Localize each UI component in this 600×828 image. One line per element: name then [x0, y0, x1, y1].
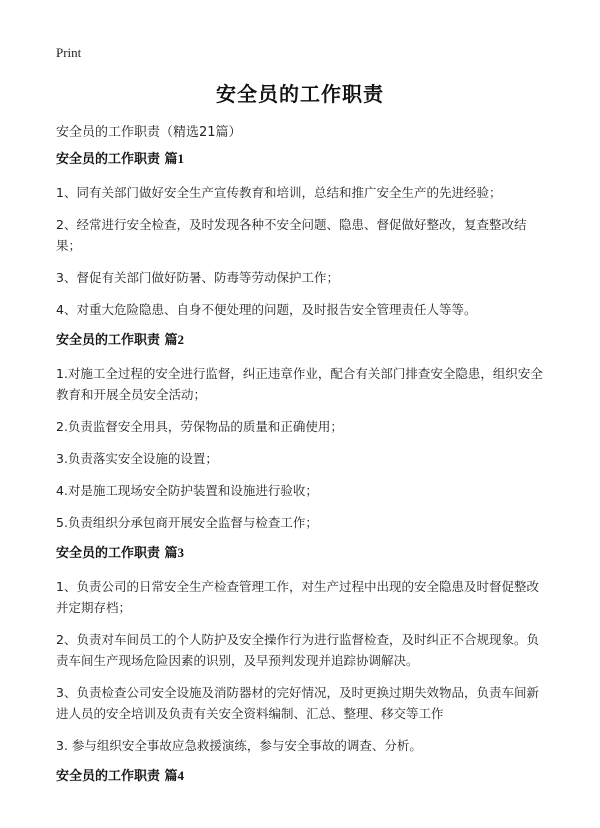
section-heading-text: 安全员的工作职责 篇	[56, 769, 178, 784]
section-heading-text: 安全员的工作职责 篇	[56, 152, 178, 167]
page-title: 安全员的工作职责	[216, 82, 384, 106]
paragraph: 1.对施工全过程的安全进行监督，纠正违章作业，配合有关部门排查安全隐患，组织安全教育和开展全员安全活动；	[56, 366, 543, 402]
section-heading	[56, 150, 548, 168]
paragraph: 3、负责检查公司安全设施及消防器材的完好情况，及时更换过期失效物品，负责车间新进人员的安全培训及负责有关安全资料编制、汇总、整理、移交等工作	[56, 685, 539, 721]
paragraph: 4、对重大危险隐患、自身不便处理的问题，及时报告安全管理责任人等等。	[56, 302, 477, 317]
section-4	[56, 767, 548, 785]
paragraph: 2、负责对车间员工的个人防护及安全操作行为进行监督检查，及时纠正不合规现象。负责车间生产现场危险因素的识别，及早预判发现并追踪协调解决。	[56, 632, 539, 668]
paragraph: 2、经常进行安全检查，及时发现各种不安全问题、隐患、督促做好整改，复查整改结果；	[56, 217, 527, 253]
section-2	[56, 331, 548, 533]
paragraph: 3.负责落实安全设施的设置；	[56, 451, 218, 466]
paragraph: 5.负责组织分承包商开展安全监督与检查工作；	[56, 515, 318, 530]
section-heading	[56, 544, 548, 562]
section-heading-text: 安全员的工作职责 篇	[56, 333, 178, 348]
section-3	[56, 544, 548, 756]
section-number: 3	[177, 545, 185, 560]
section-number: 4	[177, 768, 185, 783]
section-number: 1	[177, 151, 185, 166]
print-label: Print	[56, 45, 82, 60]
section-heading	[56, 767, 548, 785]
document-subtitle: 安全员的工作职责（精选21篇）	[56, 125, 242, 140]
section-1	[56, 150, 548, 320]
paragraph: 1、同有关部门做好安全生产宣传教育和培训，总结和推广安全生产的先进经验；	[56, 185, 502, 200]
paragraph: 3. 参与组织安全事故应急救援演练，参与安全事故的调查、分析。	[56, 738, 422, 753]
paragraph: 1、负责公司的日常安全生产检查管理工作，对生产过程中出现的安全隐患及时督促整改并定期存档；	[56, 579, 539, 615]
paragraph: 2.负责监督安全用具，劳保物品的质量和正确使用；	[56, 419, 343, 434]
document-body	[56, 150, 548, 799]
paragraph: 4.对是施工现场安全防护装置和设施进行验收；	[56, 483, 318, 498]
section-heading-text: 安全员的工作职责 篇	[56, 546, 178, 561]
paragraph: 3、督促有关部门做好防暑、防毒等劳动保护工作；	[56, 270, 339, 285]
section-heading	[56, 331, 548, 349]
section-number: 2	[177, 332, 185, 347]
